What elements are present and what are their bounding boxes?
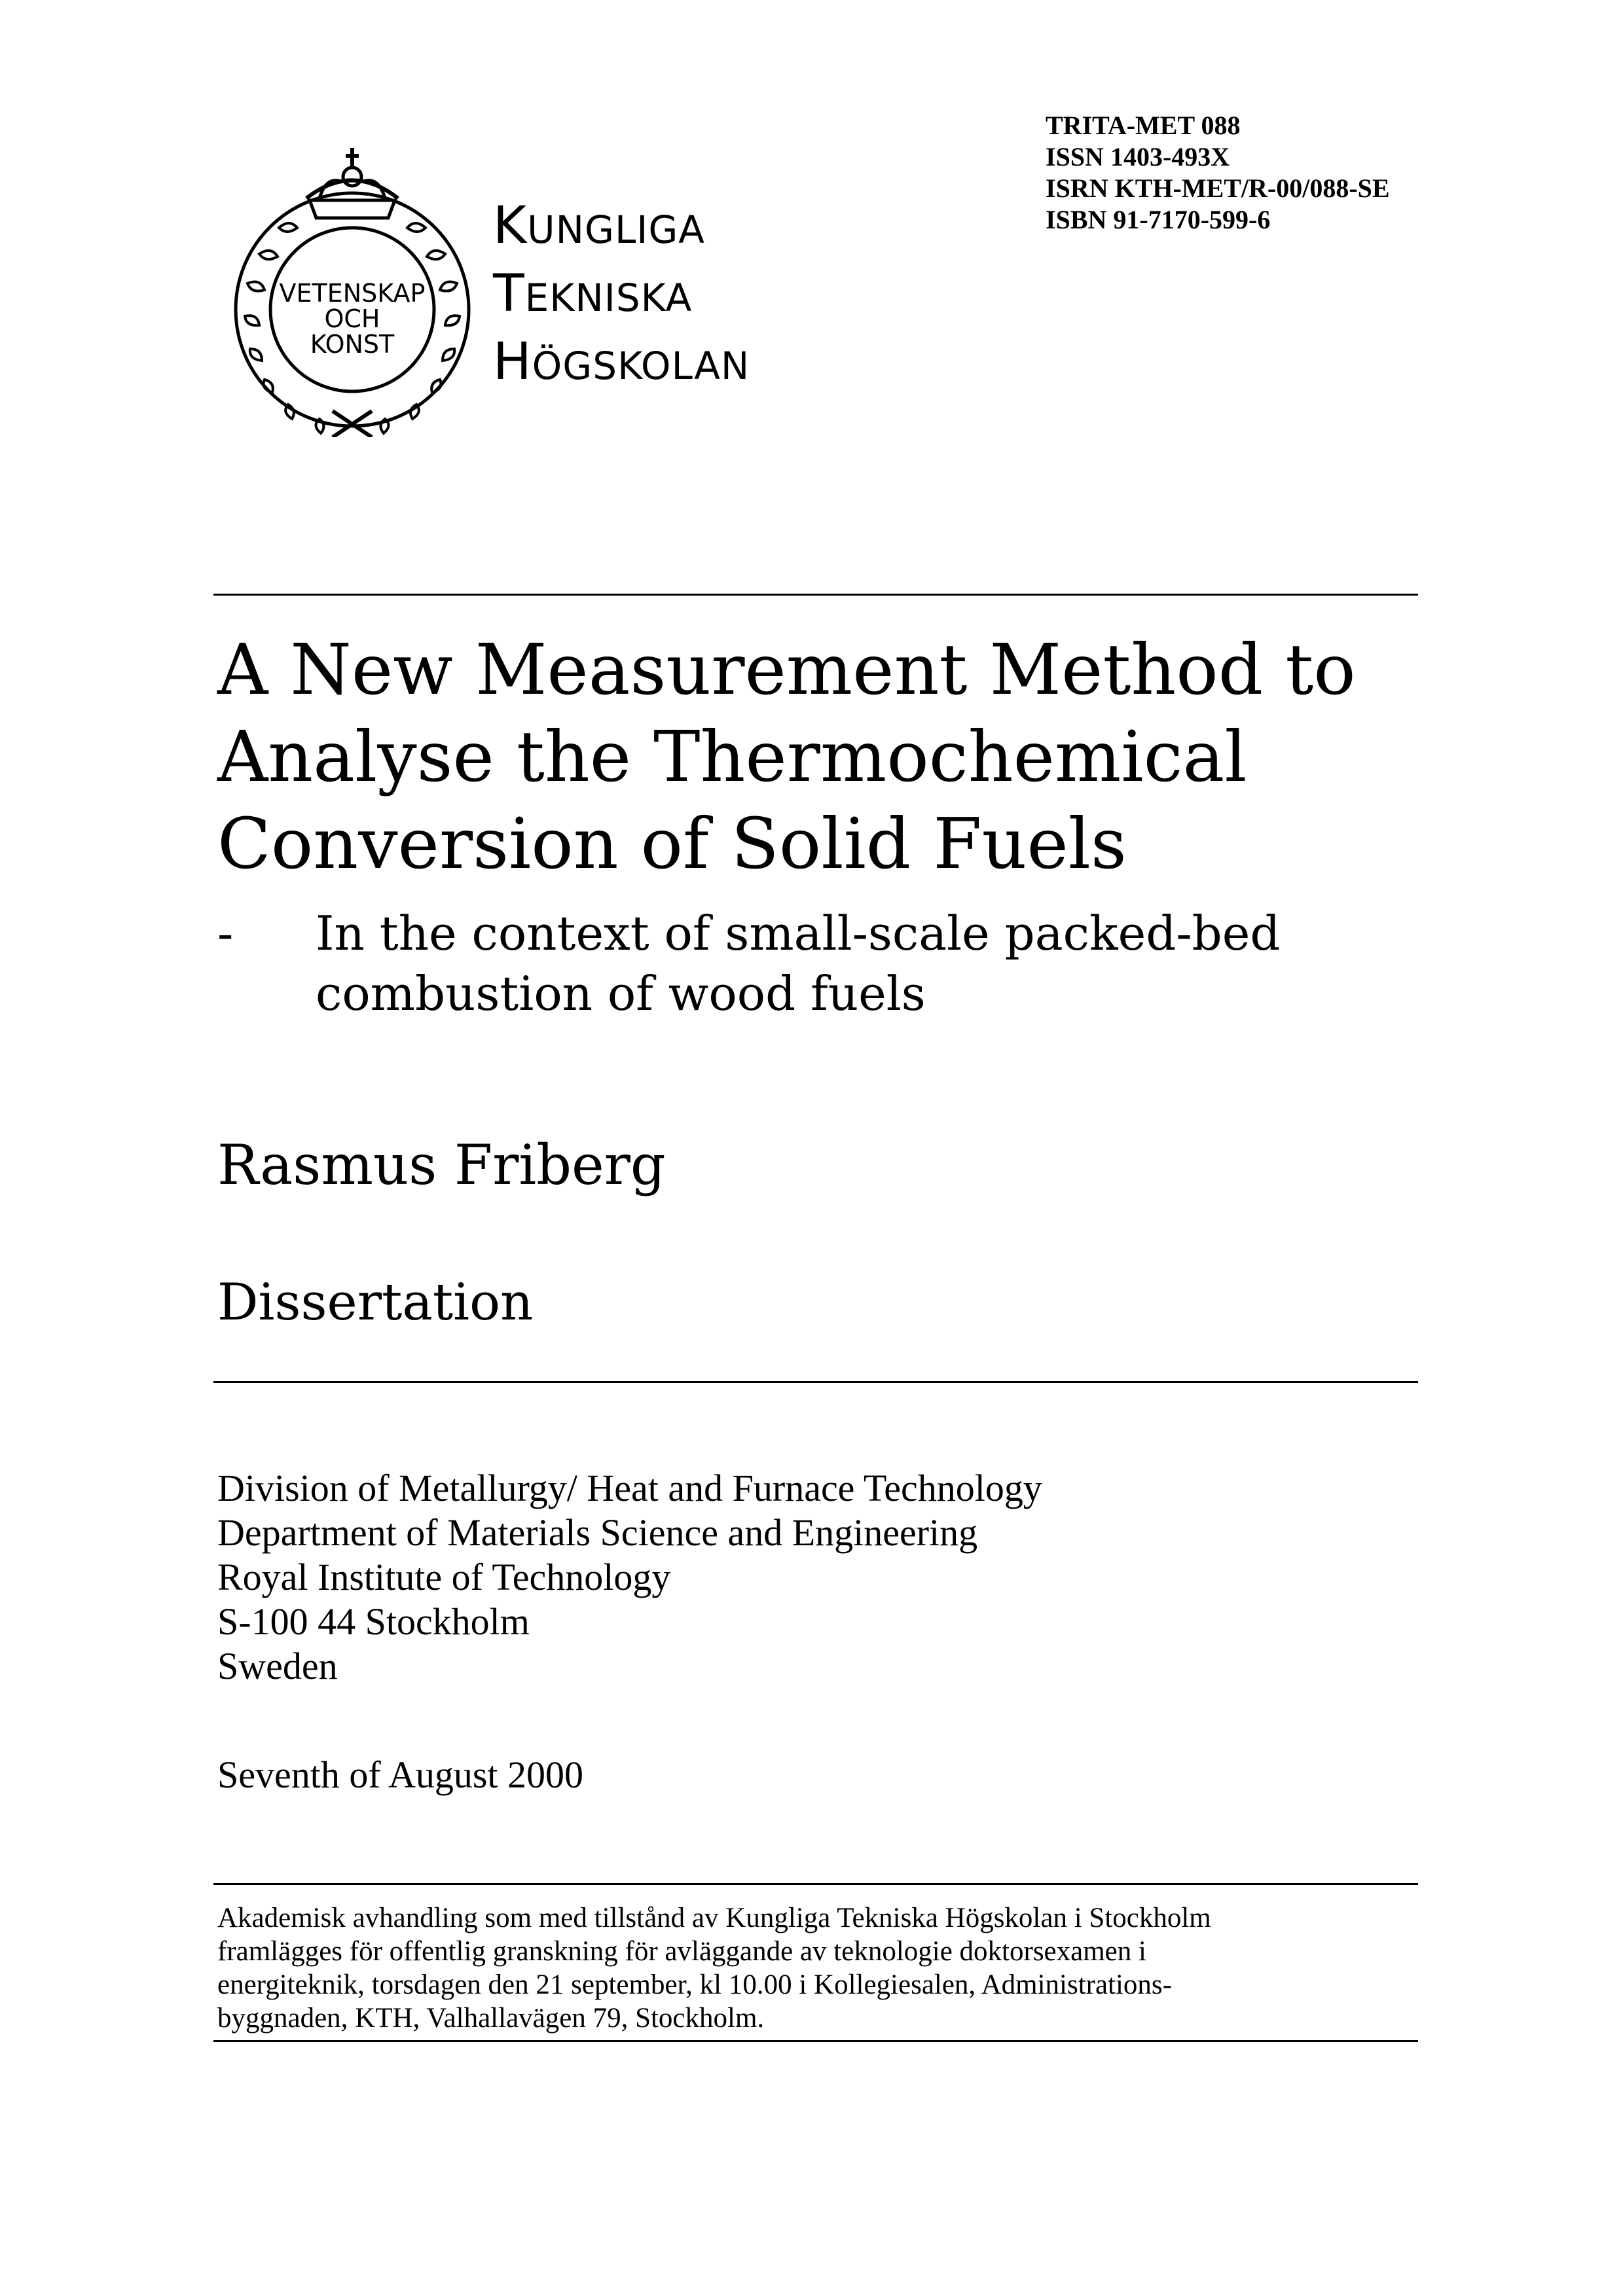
- seal-text-line: VETENSKAP: [279, 279, 426, 308]
- notice-line: byggnaden, KTH, Valhallavägen 79, Stockholm.: [217, 2003, 765, 2034]
- address-line: Royal Institute of Technology: [217, 1556, 671, 1598]
- subtitle-line: In the context of small-scale packed-bed: [316, 906, 1281, 961]
- report-identifiers: [1046, 110, 1390, 236]
- university-name-line: TEKNISKA: [493, 264, 693, 323]
- university-name-line: HÖGSKOLAN: [493, 332, 750, 391]
- kth-seal-logo: [228, 136, 477, 437]
- publication-date: Seventh of August 2000: [217, 1753, 584, 1796]
- document-type: Dissertation: [217, 1273, 534, 1332]
- university-name: [493, 194, 750, 398]
- title-line: Analyse the Thermochemical: [217, 717, 1247, 798]
- divider: [213, 594, 1418, 596]
- title-line: A New Measurement Method to: [217, 630, 1356, 711]
- report-id: TRITA-MET 088: [1046, 111, 1241, 140]
- seal-text-line: KONST: [310, 330, 395, 359]
- document-title: [217, 627, 1396, 888]
- address-line: S-100 44 Stockholm: [217, 1600, 530, 1643]
- author-name: Rasmus Friberg: [217, 1133, 666, 1197]
- notice-line: Akademisk avhandling som med tillstånd av Kungliga Tekniska Högskolan i Stockholm: [217, 1903, 1211, 1933]
- subtitle-dash: -: [217, 906, 234, 961]
- academic-notice: [217, 1901, 1415, 2035]
- affiliation-address: [217, 1466, 1042, 1689]
- notice-line: framlägges för offentlig granskning för avläggande av teknologie doktorsexamen i: [217, 1936, 1146, 1967]
- document-subtitle: [217, 903, 1396, 1024]
- title-line: Conversion of Solid Fuels: [217, 804, 1127, 885]
- address-line: Department of Materials Science and Engineering: [217, 1511, 978, 1554]
- report-id: ISRN KTH-MET/R-00/088-SE: [1046, 173, 1390, 203]
- divider: [213, 1883, 1418, 1885]
- divider: [213, 2040, 1418, 2042]
- divider: [213, 1381, 1418, 1383]
- address-line: Sweden: [217, 1645, 338, 1687]
- seal-text-line: OCH: [324, 304, 380, 333]
- report-id: ISBN 91-7170-599-6: [1046, 205, 1271, 234]
- address-line: Division of Metallurgy/ Heat and Furnace Technology: [217, 1467, 1042, 1509]
- university-name-line: KUNGLIGA: [493, 196, 705, 255]
- notice-line: energiteknik, torsdagen den 21 september, kl 10.00 i Kollegiesalen, Administrations-: [217, 1969, 1172, 2000]
- subtitle-line: combustion of wood fuels: [316, 966, 926, 1021]
- report-id: ISSN 1403-493X: [1046, 142, 1230, 171]
